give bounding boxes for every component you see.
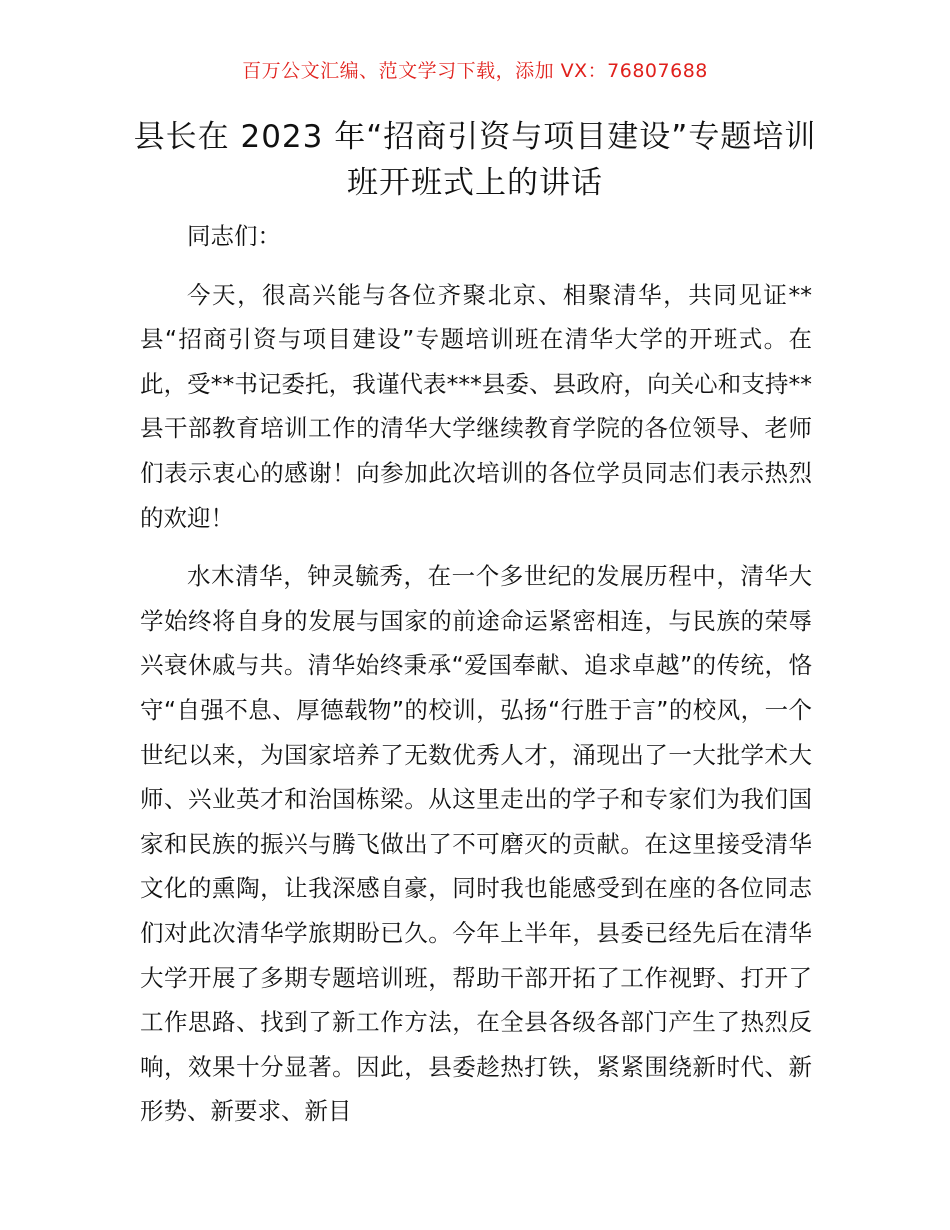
document-title: 县长在 2023 年“招商引资与项目建设”专题培训班开班式上的讲话: [133, 119, 817, 201]
document-body: [140, 214, 812, 1148]
paragraph-1: 今天，很高兴能与各位齐聚北京、相聚清华，共同见证**县“招商引资与项目建设”专题培训班在清华大学的开班式。在此，受**书记委托，我谨代表***县委、县政府，向关心和支持**县干部教育培训工作的清华大学继续教育学院的各位领导、老师们表示衷心的感谢！向参加此次培训的各位学员同志们表示热烈的欢迎！: [140, 280, 812, 532]
header-watermark-note: 百万公文汇编、范文学习下载，添加 VX：76807688: [242, 60, 708, 82]
paragraph-2: 水木清华，钟灵毓秀，在一个多世纪的发展历程中，清华大学始终将自身的发展与国家的前途命运紧密相连，与民族的荣辱兴衰休戚与共。清华始终秉承“爱国奉献、追求卓越”的传统，恪守“自强不息、厚德载物”的校训，弘扬“行胜于言”的校风，一个世纪以来，为国家培养了无数优秀人才，涌现出了一大批学术大师、兴业英才和治国栋梁。从这里走出的学子和专家们为我们国家和民族的振兴与腾飞做出了不可磨灭的贡献。在这里接受清华文化的熏陶，让我深感自豪，同时我也能感受到在座的各位同志们对此次清华学旅期盼已久。今年上半年，县委已经先后在清华大学开展了多期专题培训班，帮助干部开拓了工作视野、打开了工作思路、找到了新工作方法，在全县各级各部门产生了热烈反响，效果十分显著。因此，县委趁热打铁，紧紧围绕新时代、新形势、新要求、新目: [140, 562, 812, 1126]
salutation: 同志们：: [187, 222, 281, 250]
